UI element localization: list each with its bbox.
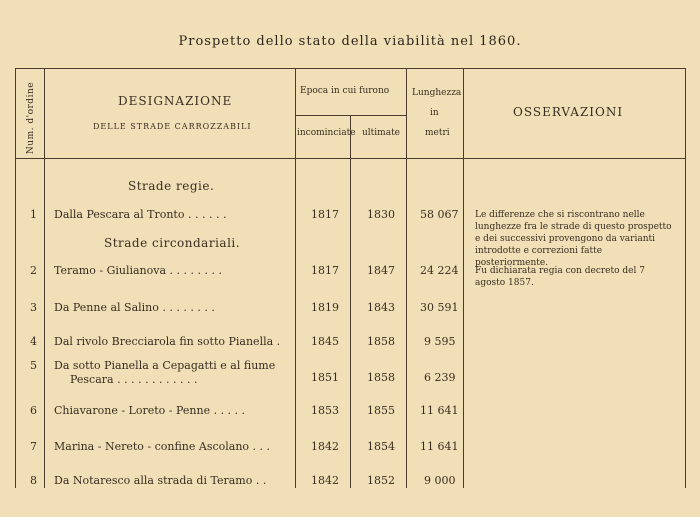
col-rule-left [15,68,16,488]
end-year: 1852 [367,474,395,487]
col-rule-lunghezza [463,68,464,488]
start-year: 1842 [311,474,339,487]
road-name: Da sotto Pianella a Cepagatti e al fiume [54,359,276,372]
observation-note: Le differenze che si riscontrano nelle lunghezze fra le strade di questo prospetto e dei successivi provengono da varianti introdotte e correzioni fatte posteriormente. [475,210,672,268]
lunghezza-header-3: metri [425,128,450,138]
length-metres: 30 591 [420,301,459,314]
section-strade-circondariali: Strade circondariali. [104,236,241,250]
start-year: 1819 [311,301,339,314]
road-name: Chiavarone - Loreto - Penne . . . . . [54,404,246,417]
col-rule-epoca [406,68,407,488]
section-strade-regie: Strade regie. [128,179,215,193]
road-name: Da Notaresco alla strada di Teramo . . [54,474,267,487]
observation-note: Fu dichiarata regia con decreto del 7 agosto 1857. [475,266,645,288]
osservazioni-header: OSSERVAZIONI [513,105,624,119]
end-year: 1830 [367,208,395,221]
end-year: 1855 [367,404,395,417]
road-name: Dal rivolo Brecciarola fin sotto Pianella . [54,335,281,348]
lunghezza-header-1: Lunghezza [412,88,462,98]
length-metres: 58 067 [420,208,459,221]
epoca-sub-rule [295,115,406,116]
col-rule-designazione [295,68,296,488]
ultimate-header: ultimate [362,128,401,138]
table-top-rule [15,68,685,69]
incominciate-header: incominciate [297,128,356,138]
page-title: Prospetto dello stato della viabilità nel 1860. [178,34,522,49]
length-metres: 24 224 [420,264,459,277]
row-number: 6 [30,404,37,417]
end-year: 1843 [367,301,395,314]
start-year: 1817 [311,264,339,277]
road-name: Da Penne al Salino . . . . . . . . [54,301,215,314]
end-year: 1858 [367,335,395,348]
start-year: 1842 [311,440,339,453]
epoca-header: Epoca in cui furono [300,86,390,96]
col-rule-right [685,68,686,488]
length-metres: 11 641 [420,404,459,417]
start-year: 1851 [311,371,339,384]
road-name: Dalla Pescara al Tronto . . . . . . [54,208,227,221]
designazione-subheader: DELLE STRADE CARROZZABILI [93,122,252,131]
start-year: 1817 [311,208,339,221]
row-number: 8 [30,474,37,487]
num-ordine-header: Num. d'ordine [26,81,36,155]
end-year: 1847 [367,264,395,277]
row-number: 7 [30,440,37,453]
col-rule-epoca-split [350,115,351,488]
length-metres: 11 641 [420,440,459,453]
road-name: Marina - Nereto - confine Ascolano . . . [54,440,271,453]
length-metres: 9 000 [424,474,456,487]
start-year: 1845 [311,335,339,348]
road-name-continued: Pescara . . . . . . . . . . . . [70,373,198,386]
lunghezza-header-2: in [430,108,439,118]
length-metres: 6 239 [424,371,456,384]
row-number: 4 [30,335,37,348]
row-number: 2 [30,264,37,277]
end-year: 1858 [367,371,395,384]
start-year: 1853 [311,404,339,417]
road-name: Teramo - Giulianova . . . . . . . . [54,264,222,277]
row-number: 1 [30,208,37,221]
length-metres: 9 595 [424,335,456,348]
designazione-header: DESIGNAZIONE [118,94,233,108]
row-number: 5 [30,359,37,372]
row-number: 3 [30,301,37,314]
end-year: 1854 [367,440,395,453]
col-rule-num [44,68,45,488]
